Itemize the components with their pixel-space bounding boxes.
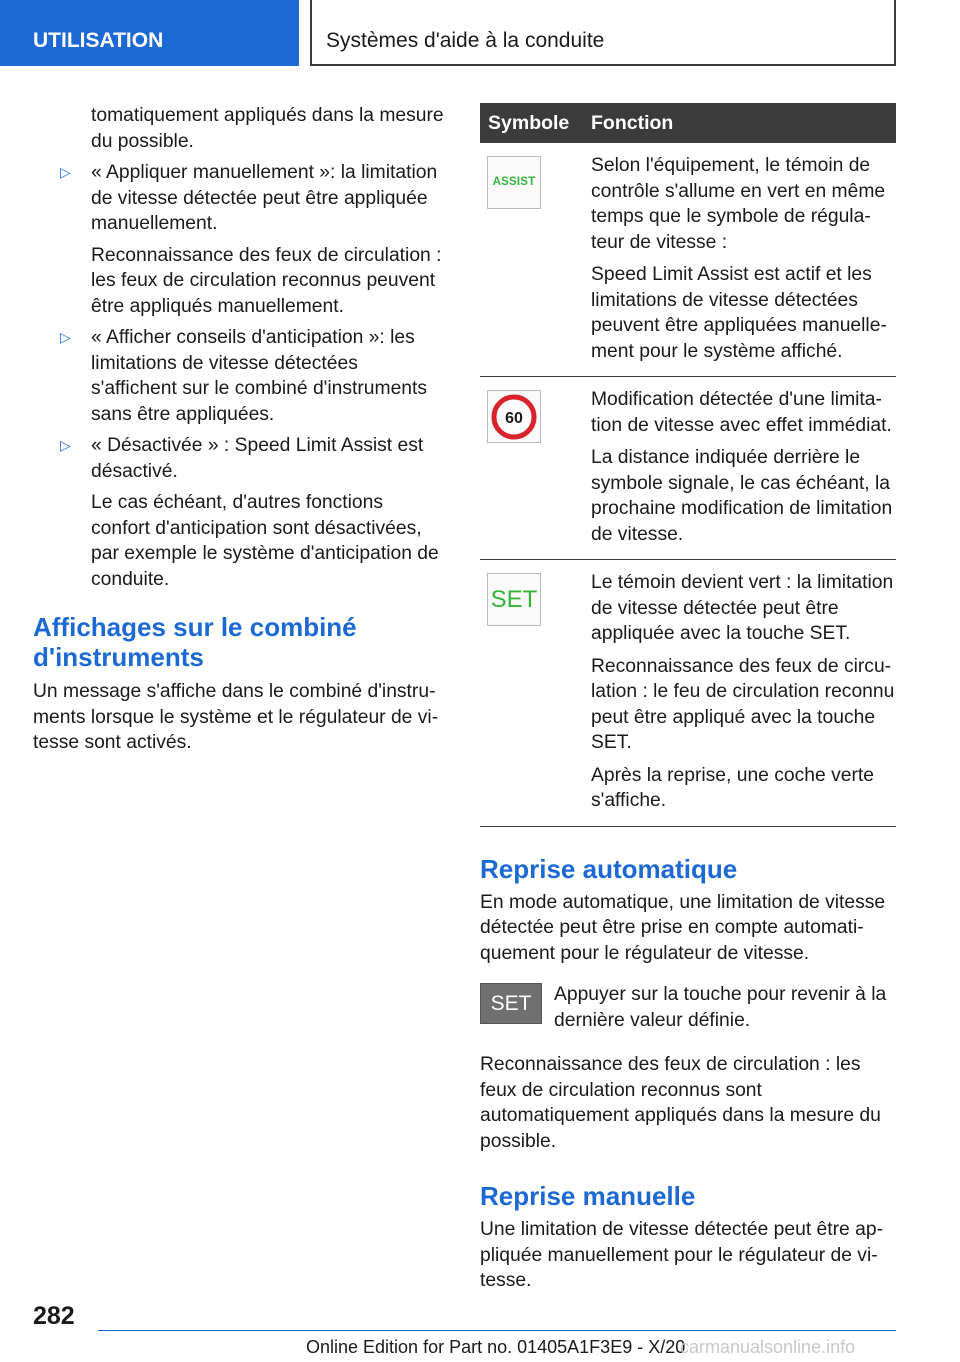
section-heading-manual: Reprise manuelle bbox=[480, 1181, 696, 1211]
triangle-bullet-icon: ▷ bbox=[60, 329, 71, 345]
set-button-icon: SET bbox=[480, 983, 542, 1024]
intro-continuation: tomatiquement appliqués dans la mesure du possible. bbox=[91, 105, 444, 152]
assist-indicator-icon: ASSIST bbox=[487, 156, 541, 209]
chapter-title: Systèmes d'aide à la conduite bbox=[310, 0, 896, 66]
triangle-bullet-icon: ▷ bbox=[60, 164, 71, 180]
speed-limit-sign-icon bbox=[487, 390, 541, 443]
list-item bbox=[33, 325, 447, 427]
section-heading-auto: Reprise automatique bbox=[480, 853, 738, 884]
table-row bbox=[480, 143, 896, 377]
column-header-symbol: Symbole bbox=[488, 112, 570, 134]
list-item-text: « Désactivée » : Speed Limit Assist est désactivé. bbox=[91, 435, 424, 482]
list-item-text: « Afficher conseils d'anticipation »: les limitations de vitesse détectées s'affichent sur le combiné d'instruments sans être appliquées. bbox=[91, 327, 428, 425]
triangle-bullet-icon: ▷ bbox=[60, 437, 71, 453]
manual-resume-text: Une limitation de vitesse détectée peut être appliquée manuellement pour le régulateur de vitesse. bbox=[480, 1219, 883, 1291]
row-text: Modification détectée d'une limitation de vitesse avec effet immédiat. bbox=[591, 389, 892, 436]
list-item-text: « Appliquer manuellement »: la limitation de vitesse détectée peut être appliquée manuellement. bbox=[91, 162, 438, 234]
column-header-function: Fonction bbox=[591, 112, 674, 134]
row-text: Selon l'équipement, le témoin de contrôle s'allume en vert en même temps que le symbole de régulateur de vitesse : bbox=[591, 155, 886, 253]
footer-edition: Online Edition for Part no. 01405A1F3E9 - X/20 bbox=[306, 1337, 686, 1357]
list-item bbox=[33, 160, 447, 237]
traffic-light-text: Reconnaissance des feux de circulation : les feux de circulation reconnus sont automatiquement appliqués dans la mesure du possible. bbox=[480, 1054, 881, 1152]
list-item-subtext: Reconnaissance des feux de circulation : les feux de circulation reconnus peuvent être appliqués manuellement. bbox=[91, 244, 442, 317]
speed-limit-value: 60 bbox=[505, 410, 523, 427]
section-heading: Affichages sur le combiné d'instruments bbox=[33, 612, 357, 672]
auto-resume-text: En mode automatique, une limitation de vitesse détectée peut être prise en compte automatiquement pour le régulateur de vitesse. bbox=[480, 891, 886, 964]
list-item bbox=[33, 433, 447, 484]
page-number: 282 bbox=[33, 1302, 75, 1330]
left-column bbox=[33, 103, 447, 762]
footer-divider bbox=[98, 1330, 896, 1331]
set-indicator-icon: SET bbox=[487, 573, 541, 626]
row-text: Reconnaissance des feux de circulation : le feu de circulation reconnu peut être appliqué avec la touche SET. bbox=[591, 655, 895, 753]
page-header bbox=[0, 0, 960, 66]
right-column bbox=[480, 103, 896, 1300]
row-text: Speed Limit Assist est actif et les limitations de vitesse détectées peuvent être appliquées manuellement pour le système affiché. bbox=[591, 264, 887, 362]
section-body: Un message s'affiche dans le combiné d'instruments lorsque le système et le régulateur de vitesse sont activés. bbox=[33, 681, 439, 753]
footer-watermark: carmanualsonline.info bbox=[680, 1337, 856, 1357]
row-text: La distance indiquée derrière le symbole signale, le cas échéant, la prochaine modification de limitation de vitesse. bbox=[591, 447, 893, 545]
table-row bbox=[480, 377, 896, 560]
row-text: Le témoin devient vert : la limitation de vitesse détectée peut être appliquée avec la touche SET. bbox=[591, 572, 894, 644]
set-button-instruction bbox=[480, 982, 896, 1034]
section-tab: UTILISATION bbox=[0, 0, 299, 66]
table-row bbox=[480, 560, 896, 827]
list-item-subtext: Le cas échéant, d'autres fonctions confort d'anticipation sont désactivées, par exemple le système d'anticipation de conduite. bbox=[91, 492, 439, 590]
table-header bbox=[480, 103, 896, 143]
set-instruction-text: Appuyer sur la touche pour revenir à la dernière valeur définie. bbox=[554, 984, 887, 1031]
row-text: Après la reprise, une coche verte s'affiche. bbox=[591, 764, 874, 811]
